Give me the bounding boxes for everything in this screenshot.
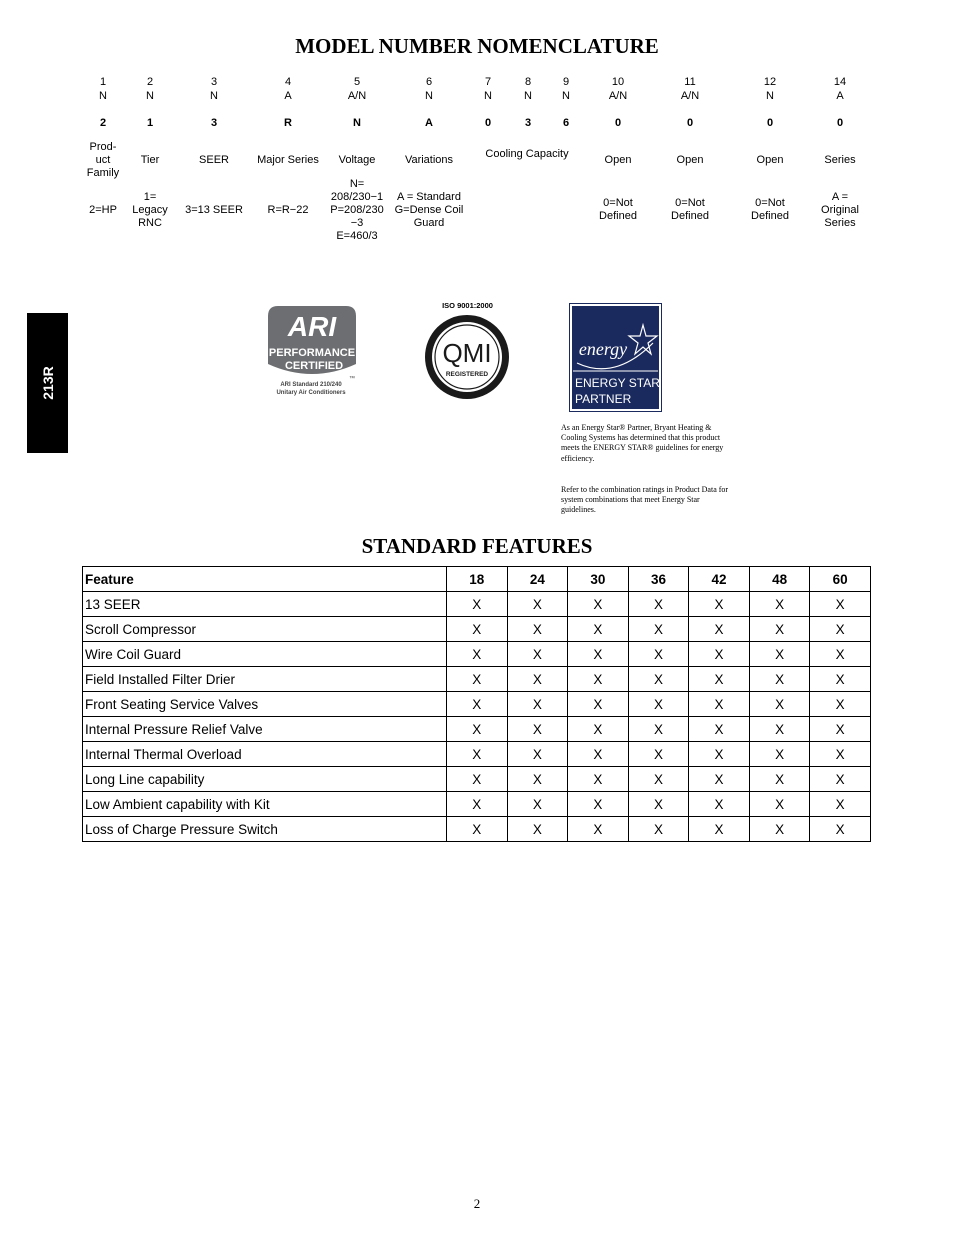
feature-mark: X (689, 767, 750, 792)
feature-mark: X (810, 742, 871, 767)
size-header: 30 (568, 567, 629, 592)
nomenclature-digit: 0 (836, 117, 844, 129)
feature-mark: X (689, 692, 750, 717)
nomenclature-digit: 0 (686, 117, 694, 129)
sidebar-tab (27, 313, 68, 453)
ari-certified-logo (268, 306, 356, 387)
size-header: 48 (749, 567, 810, 592)
feature-mark: X (810, 767, 871, 792)
feature-mark: X (507, 742, 568, 767)
nomenclature-digit: 3 (524, 117, 532, 129)
feature-mark: X (507, 592, 568, 617)
nomenclature-label: Open (756, 153, 784, 166)
feature-name: Low Ambient capability with Kit (83, 792, 447, 817)
feature-mark: X (628, 742, 689, 767)
feature-header: Feature (83, 567, 447, 592)
feature-mark: X (447, 592, 508, 617)
nomenclature-label: SEER (199, 153, 229, 166)
energy-star-text: ENERGY STAR (575, 376, 660, 390)
feature-name: Scroll Compressor (83, 617, 447, 642)
table-row (83, 642, 871, 667)
nomenclature-digit: A (425, 117, 433, 129)
size-header: 18 (447, 567, 508, 592)
ari-tm-text: ™ (349, 376, 355, 382)
feature-name: Internal Thermal Overload (83, 742, 447, 767)
nomenclature-digit: 2 (99, 117, 107, 129)
feature-mark: X (689, 642, 750, 667)
nomenclature-label: Tier (140, 153, 160, 166)
qmi-registered-text: REGISTERED (445, 371, 489, 378)
nomenclature-label: Prod- uct Family (86, 140, 120, 179)
nomenclature-description: 1= Legacy RNC (132, 190, 168, 229)
size-header: 42 (689, 567, 750, 592)
nomenclature-position: 7 (484, 76, 492, 88)
nomenclature-digit: 0 (484, 117, 492, 129)
nomenclature-type: A/N (608, 90, 628, 102)
nomenclature-digit: 0 (614, 117, 622, 129)
nomenclature-position: 9 (562, 76, 570, 88)
feature-mark: X (447, 767, 508, 792)
standard-features-table (82, 566, 871, 842)
feature-mark: X (507, 717, 568, 742)
feature-mark: X (689, 667, 750, 692)
nomenclature-type: A (284, 90, 292, 102)
feature-mark: X (810, 792, 871, 817)
feature-mark: X (507, 792, 568, 817)
nomenclature-position: 6 (425, 76, 433, 88)
feature-mark: X (628, 642, 689, 667)
feature-mark: X (749, 617, 810, 642)
feature-mark: X (628, 667, 689, 692)
table-header-row (83, 567, 871, 592)
nomenclature-type: N (562, 90, 570, 102)
table-row (83, 617, 871, 642)
nomenclature-description: R=R−22 (267, 203, 309, 216)
feature-mark: X (749, 692, 810, 717)
nomenclature-position: 4 (284, 76, 292, 88)
feature-mark: X (447, 792, 508, 817)
feature-name: Loss of Charge Pressure Switch (83, 817, 447, 842)
feature-mark: X (810, 717, 871, 742)
feature-mark: X (749, 642, 810, 667)
nomenclature-position: 14 (833, 76, 847, 88)
nomenclature-description: 3=13 SEER (185, 203, 243, 216)
feature-mark: X (749, 792, 810, 817)
feature-mark: X (568, 642, 629, 667)
nomenclature-position: 3 (210, 76, 218, 88)
ari-certified-text: CERTIFIED (284, 360, 344, 372)
feature-mark: X (568, 717, 629, 742)
nomenclature-type: N (146, 90, 154, 102)
feature-name: Long Line capability (83, 767, 447, 792)
nomenclature-type: N (484, 90, 492, 102)
nomenclature-label: Series (824, 153, 856, 166)
feature-mark: X (568, 692, 629, 717)
feature-mark: X (628, 717, 689, 742)
nomenclature-label: Voltage (338, 153, 376, 166)
feature-mark: X (689, 717, 750, 742)
table-row (83, 792, 871, 817)
feature-mark: X (628, 617, 689, 642)
sidebar-tab-label: 213R (39, 366, 56, 400)
feature-mark: X (447, 717, 508, 742)
feature-name: Internal Pressure Relief Valve (83, 717, 447, 742)
nomenclature-position: 8 (524, 76, 532, 88)
table-row (83, 817, 871, 842)
feature-mark: X (568, 617, 629, 642)
nomenclature-position: 1 (99, 76, 107, 88)
feature-name: Front Seating Service Valves (83, 692, 447, 717)
feature-mark: X (628, 767, 689, 792)
cooling-capacity-label: Cooling Capacity (485, 148, 569, 160)
nomenclature-digit: N (353, 117, 361, 129)
nomenclature-description: N= 208/230−1 P=208/230 −3 E=460/3 (330, 177, 384, 242)
feature-name: 13 SEER (83, 592, 447, 617)
feature-mark: X (568, 592, 629, 617)
nomenclature-type: A (836, 90, 844, 102)
feature-mark: X (447, 742, 508, 767)
feature-mark: X (689, 817, 750, 842)
feature-mark: X (628, 817, 689, 842)
nomenclature-position: 5 (353, 76, 361, 88)
nomenclature-description: 0=Not Defined (599, 197, 637, 222)
table-row (83, 742, 871, 767)
iso-label: ISO 9001:2000 (442, 301, 493, 310)
feature-mark: X (568, 667, 629, 692)
table-row (83, 592, 871, 617)
partner-text: PARTNER (575, 392, 632, 406)
feature-mark: X (810, 617, 871, 642)
feature-mark: X (628, 792, 689, 817)
energy-star-partner-logo (569, 303, 662, 417)
feature-mark: X (749, 717, 810, 742)
feature-mark: X (568, 817, 629, 842)
feature-mark: X (568, 792, 629, 817)
table-row (83, 692, 871, 717)
energy-star-note-1: As an Energy Star® Partner, Bryant Heating & Cooling Systems has determined that this product meets the ENERGY STAR® guidelines for energy efficiency. (561, 423, 724, 463)
nomenclature-position: 11 (684, 76, 696, 88)
feature-mark: X (447, 617, 508, 642)
feature-mark: X (810, 592, 871, 617)
feature-mark: X (568, 767, 629, 792)
feature-mark: X (447, 817, 508, 842)
feature-mark: X (507, 617, 568, 642)
nomenclature-label: Open (676, 153, 704, 166)
nomenclature-description: 2=HP (89, 203, 117, 216)
nomenclature-position: 2 (146, 76, 154, 88)
size-header: 24 (507, 567, 568, 592)
nomenclature-digit: 0 (766, 117, 774, 129)
page-number: 2 (473, 1196, 481, 1211)
ari-performance-text: PERFORMANCE (268, 347, 356, 359)
feature-name: Field Installed Filter Drier (83, 667, 447, 692)
feature-mark: X (447, 667, 508, 692)
qmi-registered-logo (424, 314, 510, 405)
feature-mark: X (749, 767, 810, 792)
nomenclature-digit: 1 (146, 117, 154, 129)
feature-mark: X (447, 692, 508, 717)
feature-mark: X (507, 692, 568, 717)
nomenclature-description: 0=Not Defined (751, 197, 789, 222)
nomenclature-type: N (425, 90, 433, 102)
feature-mark: X (810, 667, 871, 692)
feature-mark: X (810, 817, 871, 842)
feature-mark: X (447, 642, 508, 667)
qmi-text: QMI (442, 338, 492, 368)
energy-script-text: energy (578, 339, 628, 359)
nomenclature-label: Variations (404, 153, 454, 166)
nomenclature-title: MODEL NUMBER NOMENCLATURE (295, 34, 659, 58)
nomenclature-type: N (524, 90, 532, 102)
ari-caption: ARI Standard 210/240 Unitary Air Conditioners (276, 382, 346, 396)
nomenclature-label: Major Series (257, 153, 319, 166)
size-header: 60 (810, 567, 871, 592)
feature-mark: X (689, 617, 750, 642)
feature-mark: X (628, 592, 689, 617)
energy-star-note-2: Refer to the combination ratings in Product Data for system combinations that meet Energy Star guidelines. (561, 485, 729, 515)
nomenclature-digit: R (284, 117, 292, 129)
feature-mark: X (628, 692, 689, 717)
feature-mark: X (507, 642, 568, 667)
nomenclature-label: Open (604, 153, 632, 166)
size-header: 36 (628, 567, 689, 592)
nomenclature-type: N (99, 90, 107, 102)
feature-mark: X (689, 792, 750, 817)
feature-mark: X (749, 667, 810, 692)
nomenclature-description: A = Original Series (821, 190, 859, 229)
feature-mark: X (749, 817, 810, 842)
nomenclature-type: A/N (680, 90, 700, 102)
nomenclature-position: 10 (611, 76, 625, 88)
table-row (83, 717, 871, 742)
feature-mark: X (810, 642, 871, 667)
feature-mark: X (689, 592, 750, 617)
feature-mark: X (749, 592, 810, 617)
feature-mark: X (810, 692, 871, 717)
table-row (83, 767, 871, 792)
nomenclature-description: A = Standard G=Dense Coil Guard (394, 190, 464, 229)
nomenclature-type: A/N (347, 90, 367, 102)
nomenclature-type: N (766, 90, 774, 102)
feature-mark: X (507, 667, 568, 692)
feature-mark: X (689, 742, 750, 767)
nomenclature-description: 0=Not Defined (671, 197, 709, 222)
nomenclature-digit: 3 (210, 117, 218, 129)
table-row (83, 667, 871, 692)
feature-mark: X (568, 742, 629, 767)
features-title: STANDARD FEATURES (361, 534, 593, 558)
nomenclature-type: N (210, 90, 218, 102)
nomenclature-digit: 6 (562, 117, 570, 129)
feature-mark: X (507, 817, 568, 842)
ari-text: ARI (287, 311, 337, 342)
nomenclature-position: 12 (763, 76, 777, 88)
feature-mark: X (507, 767, 568, 792)
feature-mark: X (749, 742, 810, 767)
feature-name: Wire Coil Guard (83, 642, 447, 667)
